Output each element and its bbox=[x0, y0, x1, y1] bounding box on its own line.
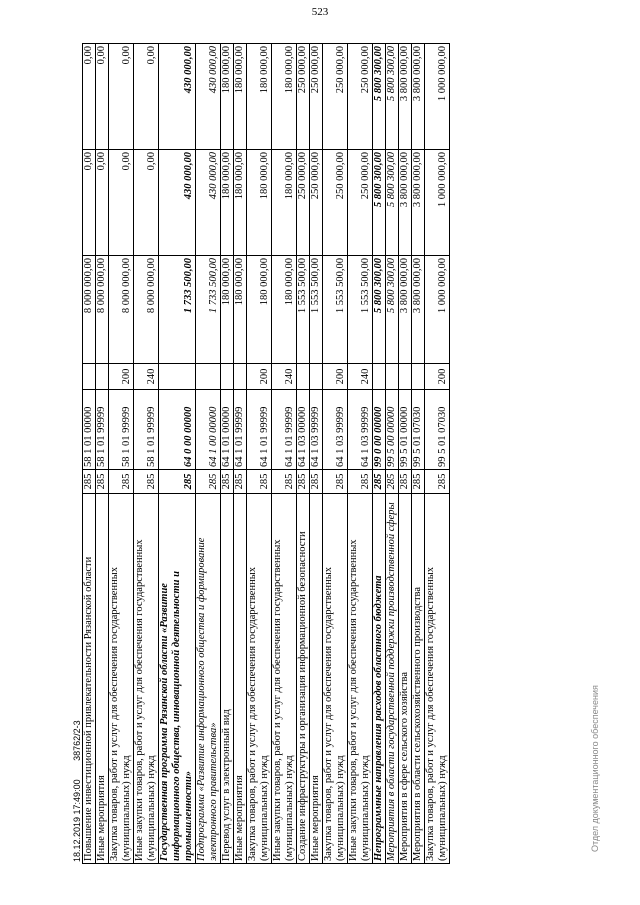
table-cell-ds: 285 bbox=[348, 470, 373, 494]
table-cell-ds: 285 bbox=[425, 470, 450, 494]
table-row bbox=[412, 44, 425, 864]
footer-timestamp: 18.12.2019 17:49:00 bbox=[72, 779, 82, 862]
footer-doc-id: 38762/2-3 bbox=[72, 720, 82, 761]
table-cell-v1: 1 733 500,00 bbox=[196, 256, 221, 364]
table-cell-vr bbox=[386, 364, 399, 390]
table-row bbox=[425, 44, 450, 864]
table-cell-name: Мероприятия в сфере сельского хозяйства bbox=[399, 494, 412, 864]
table-cell-cs: 64 1 03 99999 bbox=[310, 390, 323, 470]
table-cell-name: Иные мероприятия bbox=[234, 494, 247, 864]
table-cell-name: Государственная программа Рязанской области «Развитие информационного общества, инновационной деятельности и промышленности» bbox=[159, 494, 196, 864]
table-cell-v3: 5 800 300,00 bbox=[373, 44, 386, 150]
table-cell-ds: 285 bbox=[323, 470, 348, 494]
table-cell-v1: 5 800 300,00 bbox=[373, 256, 386, 364]
table-cell-v1: 3 800 000,00 bbox=[399, 256, 412, 364]
table-cell-v3: 430 000,00 bbox=[196, 44, 221, 150]
table-cell-v1: 5 800 300,00 bbox=[386, 256, 399, 364]
table-cell-v2: 3 800 000,00 bbox=[399, 150, 412, 256]
table-cell-ds: 285 bbox=[310, 470, 323, 494]
table-cell-cs: 64 1 03 99999 bbox=[323, 390, 348, 470]
table-cell-v3: 0,00 bbox=[96, 44, 109, 150]
table-cell-v1: 1 553 500,00 bbox=[348, 256, 373, 364]
table-cell-v2: 0,00 bbox=[96, 150, 109, 256]
table-cell-name: Закупка товаров, работ и услуг для обеспечения государственных (муниципальных) нужд bbox=[323, 494, 348, 864]
table-cell-v3: 180 000,00 bbox=[234, 44, 247, 150]
table-cell-cs: 64 1 03 99999 bbox=[348, 390, 373, 470]
table-cell-v2: 0,00 bbox=[83, 150, 96, 256]
table-cell-v3: 0,00 bbox=[109, 44, 134, 150]
table-cell-cs: 64 1 01 99999 bbox=[234, 390, 247, 470]
table-cell-cs: 64 1 01 99999 bbox=[272, 390, 297, 470]
table-cell-v3: 180 000,00 bbox=[247, 44, 272, 150]
table-cell-vr: 200 bbox=[425, 364, 450, 390]
table-cell-ds: 285 bbox=[96, 470, 109, 494]
table-cell-v2: 5 800 300,00 bbox=[373, 150, 386, 256]
table-cell-ds: 285 bbox=[109, 470, 134, 494]
table-cell-ds: 285 bbox=[196, 470, 221, 494]
table-cell-cs: 58 1 01 99999 bbox=[96, 390, 109, 470]
table-row bbox=[399, 44, 412, 864]
table-cell-v2: 5 800 300,00 bbox=[386, 150, 399, 256]
table-cell-cs: 64 1 00 00000 bbox=[196, 390, 221, 470]
table-cell-v3: 0,00 bbox=[83, 44, 96, 150]
table-cell-v2: 180 000,00 bbox=[221, 150, 234, 256]
table-cell-ds: 285 bbox=[221, 470, 234, 494]
table-cell-vr: 200 bbox=[323, 364, 348, 390]
table-cell-v1: 180 000,00 bbox=[247, 256, 272, 364]
table-cell-v2: 250 000,00 bbox=[310, 150, 323, 256]
table-cell-v1: 8 000 000,00 bbox=[109, 256, 134, 364]
table-cell-cs: 64 1 01 99999 bbox=[247, 390, 272, 470]
table-cell-name: Закупка товаров, работ и услуг для обеспечения государственных (муниципальных) нужд bbox=[109, 494, 134, 864]
table-cell-v3: 430 000,00 bbox=[159, 44, 196, 150]
table-cell-v2: 250 000,00 bbox=[297, 150, 310, 256]
table-cell-v3: 180 000,00 bbox=[272, 44, 297, 150]
table-cell-v1: 180 000,00 bbox=[221, 256, 234, 364]
table-row bbox=[310, 44, 323, 864]
table-cell-v2: 180 000,00 bbox=[272, 150, 297, 256]
table-cell-ds: 285 bbox=[297, 470, 310, 494]
table-cell-v1: 1 553 500,00 bbox=[323, 256, 348, 364]
table-cell-v3: 250 000,00 bbox=[310, 44, 323, 150]
table-cell-v2: 250 000,00 bbox=[348, 150, 373, 256]
table-cell-v3: 250 000,00 bbox=[297, 44, 310, 150]
table-cell-name: Подпрограмма «Развитие информационного общества и формирование электронного правительства» bbox=[196, 494, 221, 864]
table-cell-cs: 99 5 01 00000 bbox=[399, 390, 412, 470]
table-cell-name: Мероприятия в области сельскохозяйственного производства bbox=[412, 494, 425, 864]
table-row bbox=[373, 44, 386, 864]
table-cell-name: Иные закупки товаров, работ и услуг для обеспечения государственных (муниципальных) нужд bbox=[348, 494, 373, 864]
table-cell-v1: 1 553 500,00 bbox=[310, 256, 323, 364]
table-cell-v3: 3 800 000,00 bbox=[412, 44, 425, 150]
table-cell-name: Непрограммные направления расходов областного бюджета bbox=[373, 494, 386, 864]
table-cell-name: Закупка товаров, работ и услуг для обеспечения государственных (муниципальных) нужд bbox=[425, 494, 450, 864]
table-cell-ds: 285 bbox=[134, 470, 159, 494]
table-cell-v2: 0,00 bbox=[134, 150, 159, 256]
table-cell-v1: 8 000 000,00 bbox=[83, 256, 96, 364]
table-cell-v3: 3 800 000,00 bbox=[399, 44, 412, 150]
table-cell-cs: 99 5 01 07030 bbox=[425, 390, 450, 470]
page-number: 523 bbox=[311, 6, 329, 18]
table-row bbox=[221, 44, 234, 864]
table-cell-vr bbox=[83, 364, 96, 390]
table-row bbox=[134, 44, 159, 864]
table-cell-v1: 1 553 500,00 bbox=[297, 256, 310, 364]
table-row bbox=[247, 44, 272, 864]
table-cell-name: Мероприятия в области государственной поддержки производственной сферы bbox=[386, 494, 399, 864]
table-cell-cs: 58 1 01 99999 bbox=[109, 390, 134, 470]
table-row bbox=[96, 44, 109, 864]
table-cell-name: Иные мероприятия bbox=[96, 494, 109, 864]
table-cell-v1: 1 000 000,00 bbox=[425, 256, 450, 364]
table-cell-vr bbox=[399, 364, 412, 390]
table-cell-vr bbox=[159, 364, 196, 390]
table-cell-ds: 285 bbox=[373, 470, 386, 494]
footer bbox=[72, 42, 82, 862]
table-cell-vr: 240 bbox=[272, 364, 297, 390]
table-row bbox=[83, 44, 96, 864]
table-cell-vr bbox=[373, 364, 386, 390]
table-cell-ds: 285 bbox=[399, 470, 412, 494]
table-cell-cs: 99 5 01 07030 bbox=[412, 390, 425, 470]
table-cell-v1: 3 800 000,00 bbox=[412, 256, 425, 364]
table-cell-vr bbox=[196, 364, 221, 390]
table-cell-v1: 8 000 000,00 bbox=[134, 256, 159, 364]
table-cell-vr bbox=[412, 364, 425, 390]
table-cell-name: Создание инфраструктуры и организация информационной безопасности bbox=[297, 494, 310, 864]
table-cell-ds: 285 bbox=[234, 470, 247, 494]
table-cell-name: Закупка товаров, работ и услуг для обеспечения государственных (муниципальных) нужд bbox=[247, 494, 272, 864]
table-cell-v3: 180 000,00 bbox=[221, 44, 234, 150]
table-cell-v2: 1 000 000,00 bbox=[425, 150, 450, 256]
table-cell-vr bbox=[297, 364, 310, 390]
table-cell-v2: 0,00 bbox=[109, 150, 134, 256]
table-cell-ds: 285 bbox=[386, 470, 399, 494]
table-cell-ds: 285 bbox=[159, 470, 196, 494]
table-cell-v2: 250 000,00 bbox=[323, 150, 348, 256]
table-cell-v1: 180 000,00 bbox=[234, 256, 247, 364]
table-cell-name: Иные мероприятия bbox=[310, 494, 323, 864]
table-cell-vr: 200 bbox=[247, 364, 272, 390]
table-cell-v2: 430 000,00 bbox=[159, 150, 196, 256]
table-cell-vr: 240 bbox=[348, 364, 373, 390]
table-cell-cs: 99 5 00 00000 bbox=[386, 390, 399, 470]
table-cell-v3: 1 000 000,00 bbox=[425, 44, 450, 150]
table-cell-ds: 285 bbox=[247, 470, 272, 494]
table-cell-name: Повышение инвестиционной привлекательности Рязанской области bbox=[83, 494, 96, 864]
table-cell-vr: 200 bbox=[109, 364, 134, 390]
table-cell-v1: 180 000,00 bbox=[272, 256, 297, 364]
table-cell-cs: 64 1 03 00000 bbox=[297, 390, 310, 470]
table-cell-v3: 5 800 300,00 bbox=[386, 44, 399, 150]
rotated-table-container bbox=[82, 44, 582, 864]
table-cell-v2: 180 000,00 bbox=[247, 150, 272, 256]
table-row bbox=[297, 44, 310, 864]
table-row bbox=[323, 44, 348, 864]
table-row bbox=[386, 44, 399, 864]
table-cell-vr bbox=[96, 364, 109, 390]
table-cell-vr bbox=[310, 364, 323, 390]
table-cell-v3: 0,00 bbox=[134, 44, 159, 150]
budget-table bbox=[82, 43, 450, 864]
table-cell-v2: 3 800 000,00 bbox=[412, 150, 425, 256]
table-cell-cs: 58 1 01 00000 bbox=[83, 390, 96, 470]
table-row bbox=[348, 44, 373, 864]
stamp-text: Отдел документационного обеспечения bbox=[590, 685, 600, 852]
table-cell-cs: 64 1 01 00000 bbox=[221, 390, 234, 470]
table-cell-cs: 58 1 01 99999 bbox=[134, 390, 159, 470]
table-row bbox=[159, 44, 196, 864]
table-cell-cs: 99 0 00 00000 bbox=[373, 390, 386, 470]
table-cell-name: Иные закупки товаров, работ и услуг для обеспечения государственных (муниципальных) нужд bbox=[272, 494, 297, 864]
table-cell-v2: 180 000,00 bbox=[234, 150, 247, 256]
table-cell-v1: 8 000 000,00 bbox=[96, 256, 109, 364]
table-row bbox=[109, 44, 134, 864]
table-row bbox=[196, 44, 221, 864]
table-cell-v1: 1 733 500,00 bbox=[159, 256, 196, 364]
table-cell-ds: 285 bbox=[272, 470, 297, 494]
table-cell-v3: 250 000,00 bbox=[323, 44, 348, 150]
table-cell-vr bbox=[221, 364, 234, 390]
table-cell-cs: 64 0 00 00000 bbox=[159, 390, 196, 470]
table-cell-ds: 285 bbox=[412, 470, 425, 494]
table-cell-name: Иные закупки товаров, работ и услуг для обеспечения государственных (муниципальных) нужд bbox=[134, 494, 159, 864]
table-cell-name: Перевод услуг в электронный вид bbox=[221, 494, 234, 864]
budget-table-body bbox=[83, 44, 450, 864]
table-cell-vr bbox=[234, 364, 247, 390]
table-row bbox=[234, 44, 247, 864]
table-cell-ds: 285 bbox=[83, 470, 96, 494]
table-cell-v2: 430 000,00 bbox=[196, 150, 221, 256]
table-cell-v3: 250 000,00 bbox=[348, 44, 373, 150]
table-cell-vr: 240 bbox=[134, 364, 159, 390]
table-row bbox=[272, 44, 297, 864]
